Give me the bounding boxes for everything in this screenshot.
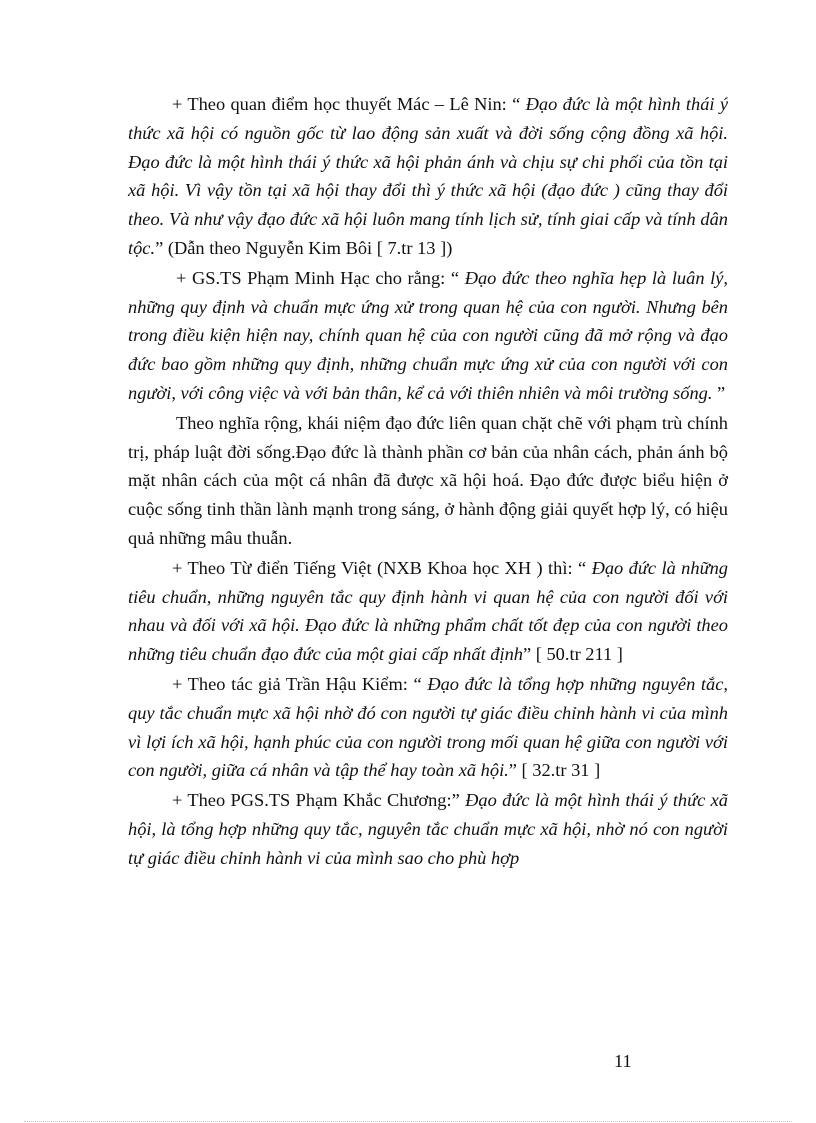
text-run: ” (712, 382, 726, 403)
quote-run: Đạo đức là tổng hợp những nguyên tắc, quy tắc chuẩn mực xã hội nhờ đó con người tự giác điều chỉnh hành vi của mình vì lợi ích xã hội, hạnh phúc của con người trong mối quan hệ giữa con người với con người, giữa cá nhân và tập thể hay toàn xã hội. (128, 673, 728, 781)
para-nghia-rong (128, 409, 728, 553)
page-number: 11 (614, 1051, 632, 1071)
citation-run: ” [ 32.tr 31 ] (508, 760, 601, 781)
para-tu-dien (128, 554, 728, 669)
quote-run: Đạo đức là một hình thái ý thức xã hội, là tổng hợp những quy tắc, nguyên tắc chuẩn mực xã hội, nhờ nó con người tự giác điều chỉnh hành vi của mình sao cho phù hợp (128, 790, 729, 868)
para-pham-khac-chuong (128, 786, 728, 872)
document-body (128, 90, 728, 874)
citation-run: ” [ 50.tr 211 ] (522, 644, 623, 665)
text-run: + Theo tác giả Trần Hậu Kiểm: “ (172, 673, 428, 694)
para-pham-minh-hac (128, 264, 728, 408)
quote-run: Đạo đức là một hình thái ý thức xã hội có nguồn gốc từ lao động sản xuất và đời sống cộng đồng xã hội. Đạo đức là một hình thái ý thức xã hội phản ánh và chịu sự chi phối của tồn tại xã hội. Vì vậy tồn tại xã hội thay đổi thì ý thức xã hội (đạo đức ) cũng thay đổi theo. Và như vậy đạo đức xã hội luôn mang tính lịch sử, tính giai cấp và tính dân tộc. (128, 94, 728, 258)
para-tran-hau-kiem (128, 670, 728, 785)
text-run: + Theo Từ điển Tiếng Việt (NXB Khoa học XH ) thì: “ (172, 557, 592, 578)
text-run: Theo nghĩa rộng, khái niệm đạo đức liên quan chặt chẽ với phạm trù chính trị, pháp luật đời sống.Đạo đức là thành phần cơ bản của nhân cách, phản ánh bộ mặt nhân cách của một cá nhân đã được xã hội hoá. Đạo đức được biểu hiện ở cuộc sống tinh thần lành mạnh trong sáng, ở hành động giải quyết hợp lý, có hiệu quả những mâu thuẫn. (128, 412, 728, 548)
text-run: + GS.TS Phạm Minh Hạc cho rằng: “ (176, 267, 465, 288)
para-marx-lenin (128, 90, 728, 263)
quote-run: Đạo đức là những tiêu chuẩn, những nguyên tắc quy định hành vi quan hệ của con người đối với nhau và đối với xã hội. Đạo đức là những phẩm chất tốt đẹp của con người theo những tiêu chuẩn đạo đức của một giai cấp nhất định (128, 557, 728, 665)
text-run: + Theo PGS.TS Phạm Khắc Chương:” (172, 790, 466, 811)
quote-run: Đạo đức theo nghĩa hẹp là luân lý, những quy định và chuẩn mực ứng xử trong quan hệ của con người. Nhưng bên trong điều kiện hiện nay, chính quan hệ của con người cũng đã mở rộng và đạo đức bao gồm những quy định, những chuẩn mực ứng xử của con người với con người, với công việc và với bản thân, kể cả với thiên nhiên và môi trường sống. (128, 267, 728, 403)
page-footer-divider (24, 1121, 792, 1122)
citation-run: ” (Dẫn theo Nguyễn Kim Bôi [ 7.tr 13 ]) (155, 237, 453, 258)
text-run: + Theo quan điểm học thuyết Mác – Lê Nin: “ (172, 94, 526, 114)
